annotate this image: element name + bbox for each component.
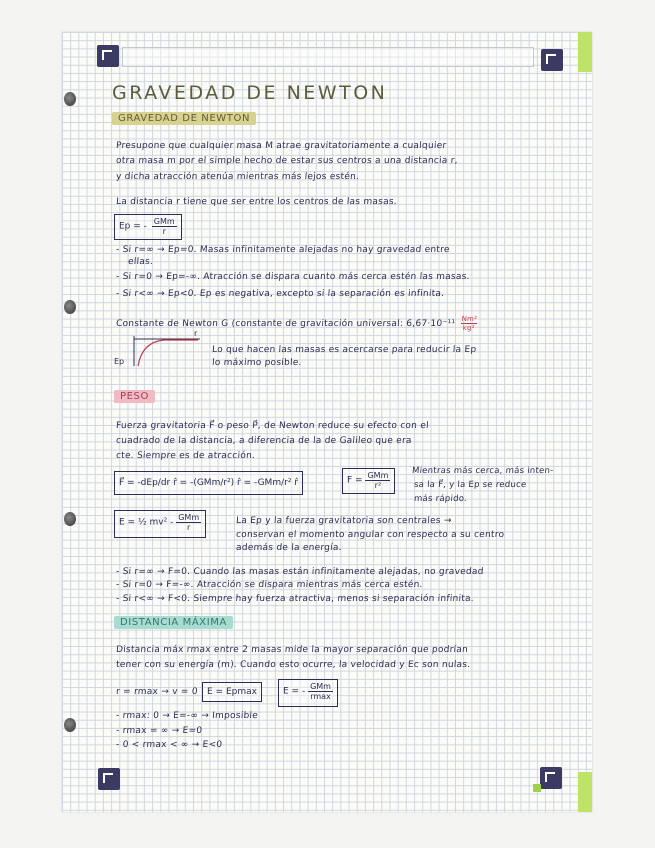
constant-unit-num: Nm² (461, 315, 478, 323)
side-note: más rápido. (413, 494, 468, 504)
rmax-condition: r = rmax → v = 0 (115, 687, 199, 697)
text-line: Fuerza gravitatoria F⃗ o peso P⃗, de Newton reduce su efecto con el (115, 421, 430, 431)
binder-hole (64, 300, 76, 314)
section-heading-gravedad: GRAVEDAD DE NEWTON (112, 112, 256, 125)
graph-y-label: Ep (114, 357, 125, 366)
corner-band-top-right (578, 32, 592, 72)
text-line: Presupone que cualquier masa M atrae gravitatoriamente a cualquier (115, 141, 447, 151)
notebook-logo-icon (97, 45, 119, 67)
binder-hole (64, 718, 76, 732)
notebook-logo-icon (540, 767, 562, 789)
binder-hole (64, 92, 76, 106)
bullet-item: - Si r=∞ → F=0. Cuando las masas están infinitamente alejadas, no gravedad (115, 567, 485, 577)
formula-energy-lhs: E = ½ mv² - (119, 517, 174, 528)
formula-energy-box (114, 510, 206, 538)
formula-force-fraction (365, 471, 390, 490)
bullet-item: - Si r=0 → Ep=-∞. Atracción se dispara cuanto más cerca estén las masas. (115, 272, 471, 282)
formula-force-magnitude-box (342, 468, 395, 494)
formula-e-rmax-box (278, 679, 338, 707)
graph-x-label: r (194, 330, 198, 338)
graph-note: lo máximo posible. (211, 358, 302, 368)
formula-ep-num: GMm (153, 217, 175, 226)
section-heading-distancia: DISTANCIA MÁXIMA (114, 616, 233, 629)
formula-e-rmax-num: GMm (310, 682, 331, 691)
text-line: La Ep y la fuerza gravitatoria son centrales → (235, 516, 453, 526)
bullet-item: - 0 < rmax < ∞ → E<0 (115, 740, 223, 750)
text-line: y dicha atracción atenúa mientras más lejos estén. (115, 172, 360, 182)
constant-units (461, 315, 478, 332)
bullet-item: - Si r<∞ → Ep<0. Ep es negativa, excepto si la separación es infinita. (115, 289, 445, 299)
formula-ep-lhs: Ep = - (119, 221, 147, 232)
formula-ep-box (114, 214, 182, 240)
formula-energy-num: GMm (178, 513, 200, 522)
header-bar (122, 47, 534, 67)
text-line: conservan el momento angular con respecto a su centro (235, 530, 505, 540)
graph-ep-curve (138, 340, 198, 366)
formula-e-rmax-lhs: E = - (283, 686, 306, 697)
text-line: cuadrado de la distancia, a diferencia de la de Galileo que era (115, 436, 413, 446)
text-line: Distancia máx rmax entre 2 masas mide la mayor separación que podrían (115, 645, 469, 655)
formula-e-rmax-den: rmax (310, 692, 331, 701)
constant-text: Constante de Newton G (constante de gravitación universal: 6,67·10⁻¹¹ (115, 319, 456, 329)
formula-ep-den: r (162, 227, 166, 236)
bullet-item: - Si r=0 → F=-∞. Atracción se dispara mientras más cerca estén. (115, 580, 424, 590)
notebook-logo-icon (98, 768, 120, 790)
formula-force-vector-box: F⃗ = -dEp/dr r̂ = -(GMm/r²) r̂ = -GMm/r² r̂ (114, 471, 303, 495)
corner-mark (533, 784, 541, 792)
notebook-logo-icon (541, 49, 563, 71)
formula-energy-den: r (187, 523, 191, 532)
formula-epmax-box: E = Epmax (202, 682, 262, 702)
ep-graph (112, 330, 202, 370)
formula-ep-fraction (152, 217, 177, 236)
page-title: GRAVEDAD DE NEWTON (112, 82, 388, 104)
text-line: tener con su energía (m). Cuando esto ocurre, la velocidad y Ec son nulas. (115, 660, 471, 670)
binder-hole (64, 512, 76, 526)
text-line: La distancia r tiene que ser entre los centros de las masas. (115, 197, 398, 207)
bullet-item: - rmax = ∞ → E=0 (115, 726, 203, 736)
section-heading-peso: PESO (114, 390, 155, 403)
formula-energy-fraction (176, 513, 201, 532)
text-line: cte. Siempre es de atracción. (115, 451, 256, 461)
text-line: además de la energía. (235, 543, 343, 553)
side-note: sa la F⃗, y la Ep se reduce (413, 480, 527, 490)
formula-force-lhs: F = (347, 475, 363, 486)
text-line: otra masa m por el simple hecho de estar sus centros a una distancia r, (115, 156, 459, 166)
corner-band-bottom-right (578, 772, 592, 812)
bullet-item: - Si r=∞ → Ep=0. Masas infinitamente alejadas no hay gravedad entre (115, 245, 450, 255)
formula-e-rmax-fraction (308, 682, 333, 701)
formula-force-den: r² (374, 481, 382, 490)
side-note: Mientras más cerca, más inten- (411, 466, 554, 476)
constant-unit-den: kg² (462, 324, 476, 332)
bullet-item: - rmax: 0 → E=-∞ → Imposible (115, 711, 259, 721)
graph-note: Lo que hacen las masas es acercarse para reducir la Ep (211, 345, 477, 355)
bullet-item: - Si r<∞ → F<0. Siempre hay fuerza atractiva, menos si separación infinita. (115, 594, 475, 604)
bullet-item: ellas. (127, 257, 154, 267)
formula-force-num: GMm (367, 471, 389, 480)
